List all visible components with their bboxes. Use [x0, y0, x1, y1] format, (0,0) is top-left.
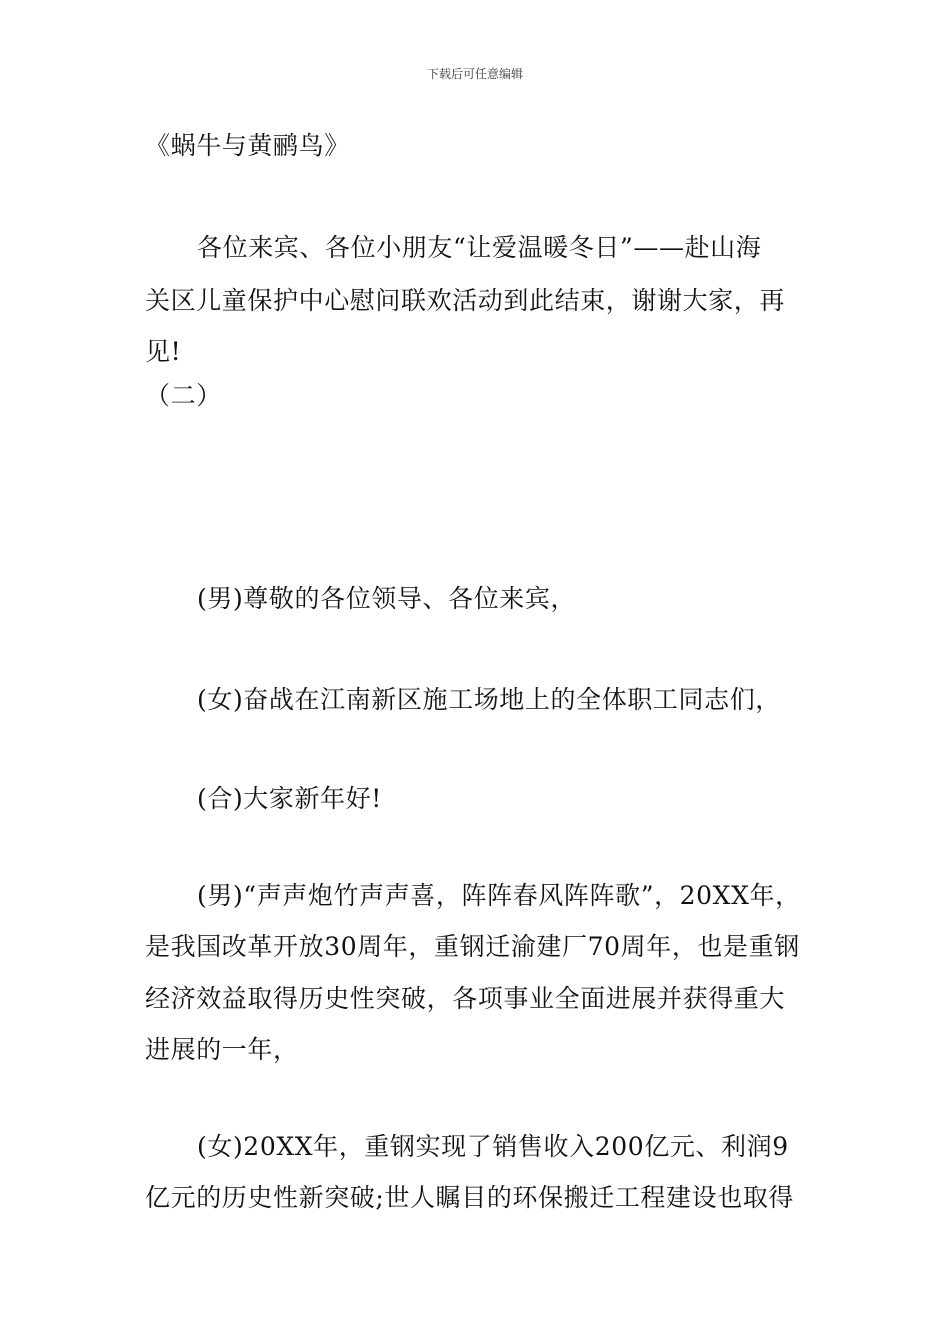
greeting-female: (女)奋战在江南新区施工场地上的全体职工同志们，: [197, 685, 781, 714]
speech-line: 经济效益取得历史性突破，各项事业全面进展并获得重大: [145, 984, 786, 1013]
closing-line: 见!: [145, 337, 182, 366]
page-header-note: 下载后可任意编辑: [426, 67, 523, 81]
speech-line: (男)“声声炮竹声声喜，阵阵春风阵阵歌”，20XX年，: [197, 881, 801, 910]
closing-line: 关区儿童保护中心慰问联欢活动到此结束，谢谢大家，再: [145, 286, 786, 315]
speech-line: 亿元的历史性新突破;世人瞩目的环保搬迁工程建设也取得: [145, 1183, 795, 1212]
speech-line: 是我国改革开放30周年，重钢迁渝建厂70周年，也是重钢: [145, 932, 800, 961]
closing-line: 各位来宾、各位小朋友“让爱温暖冬日”——赴山海: [197, 233, 762, 262]
greeting-together: (合)大家新年好!: [197, 784, 382, 813]
section-label: （二）: [145, 381, 222, 410]
document-title: 《蜗牛与黄鹂鸟》: [145, 131, 350, 160]
speech-line: (女)20XX年，重钢实现了销售收入200亿元、利润9: [197, 1132, 789, 1161]
greeting-male: (男)尊敬的各位领导、各位来宾，: [197, 584, 577, 613]
speech-line: 进展的一年，: [145, 1035, 299, 1064]
